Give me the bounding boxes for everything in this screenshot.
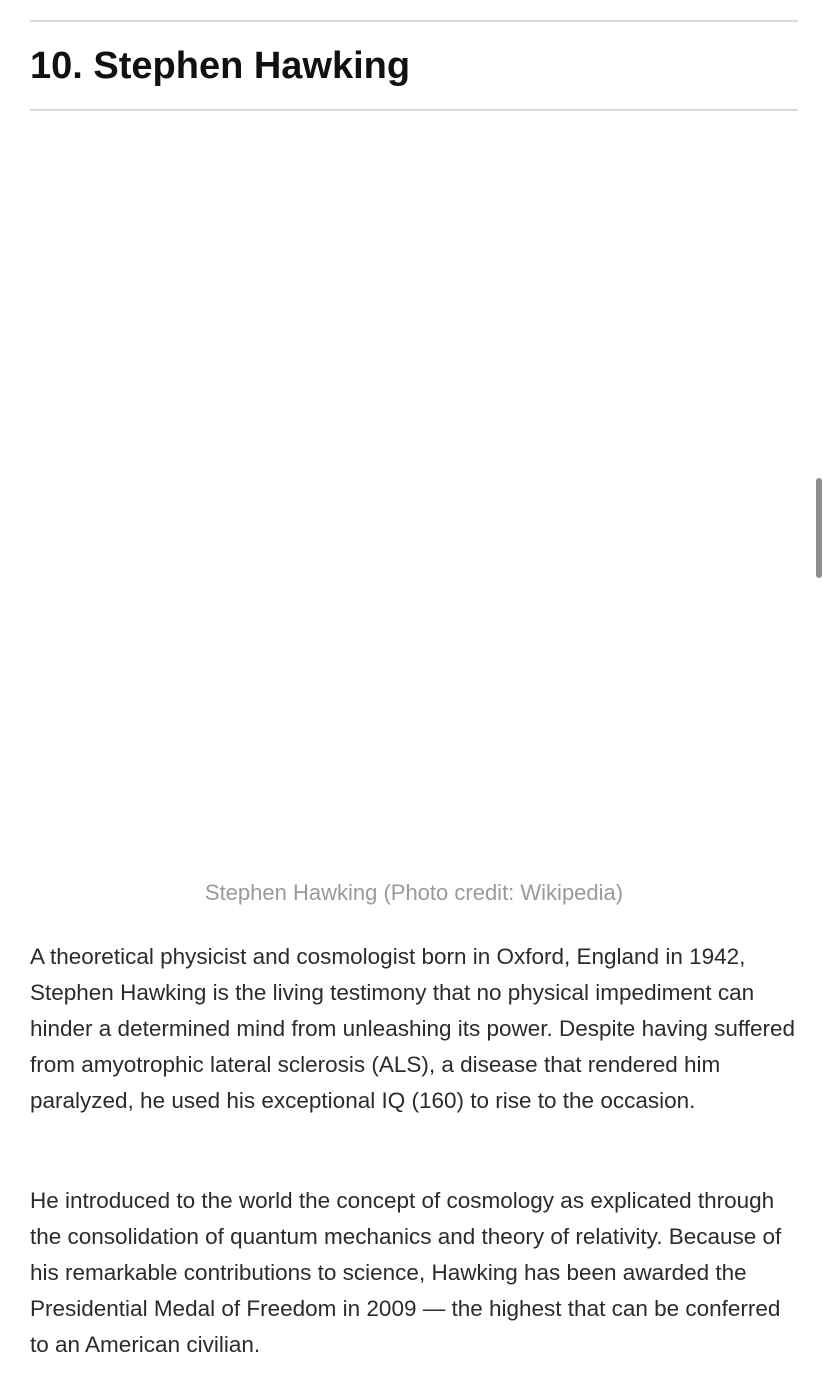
photo-placeholder [30, 112, 798, 864]
article-figure [30, 112, 798, 872]
section-heading: 10. Stephen Hawking [30, 45, 411, 87]
heading-divider-top [30, 20, 798, 22]
figure-caption: Stephen Hawking (Photo credit: Wikipedia) [204, 880, 624, 905]
scrollbar-thumb[interactable] [816, 478, 822, 578]
body-paragraph-1: A theoretical physicist and cosmologist born in Oxford, England in 1942, Stephen Hawking is the living testimony that no physical impediment can hinder a determined mind from unleashing its power. Despite having suffered from amyotrophic lateral sclerosis (ALS), a disease that rendered him paralyzed, he used his exceptional IQ (160) to rise to the occasion. [30, 944, 796, 1113]
body-paragraph-2: He introduced to the world the concept of cosmology as explicated through the consolidation of quantum mechanics and theory of relativity. Because of his remarkable contributions to science, Hawking has been awarded the Presidential Medal of Freedom in 2009 — the highest that can be conferred to an American civilian. [30, 1188, 782, 1357]
heading-divider-bottom [30, 109, 798, 111]
